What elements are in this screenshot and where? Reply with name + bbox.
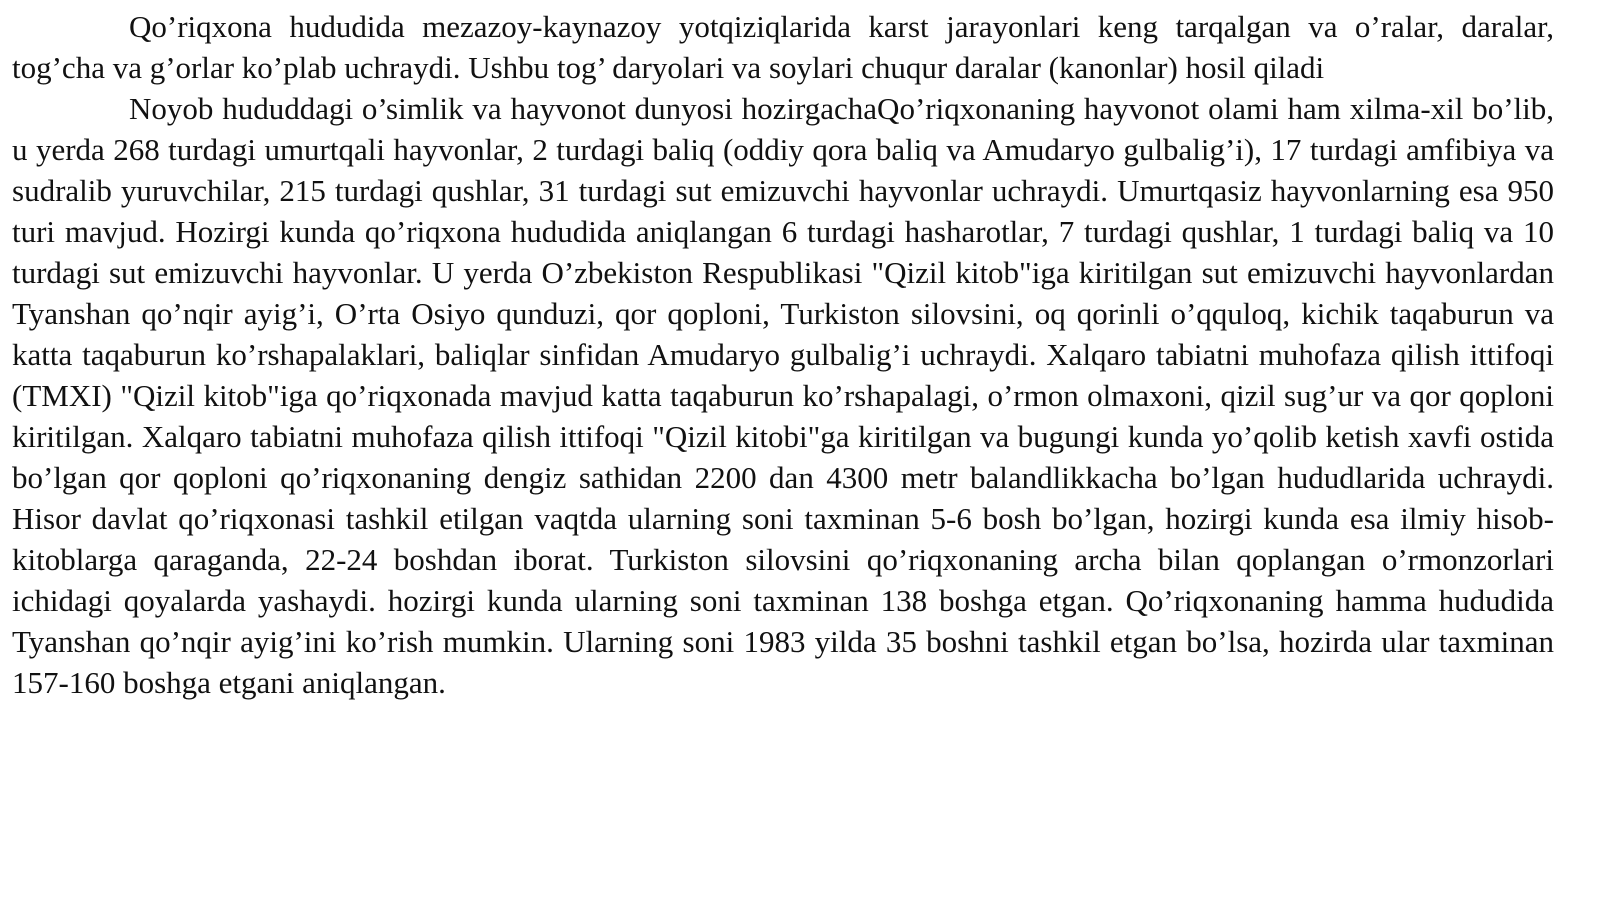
paragraph-karst: Qo’riqxona hududida mezazoy-kaynazoy yotqiziqlarida karst jarayonlari keng tarqalgan va o’ralar, daralar, tog’cha va g’orlar ko’plab uchraydi. Ushbu tog’ daryolari va soylari chuqur daralar (kanonlar) hosil qiladi <box>12 9 1554 85</box>
document-page <box>12 6 1554 703</box>
paragraph-fauna: Noyob hududdagi o’simlik va hayvonot dunyosi hozirgachaQo’riqxonaning hayvonot olami ham xilma-xil bo’lib, u yerda 268 turdagi umurtqali hayvonlar, 2 turdagi baliq (oddiy qora baliq va Amudaryo gulbalig’i), 17 turdagi amfibiya va sudralib yuruvchilar, 215 turdagi qushlar, 31 turdagi sut emizuvchi hayvonlar uchraydi. Umurtqasiz hayvonlarning esa 950 turi mavjud. Hozirgi kunda qo’riqxona hududida aniqlangan 6 turdagi hasharotlar, 7 turdagi qushlar, 1 turdagi baliq va 10 turdagi sut emizuvchi hayvonlar. U yerda O’zbekiston Respublikasi "Qizil kitob"iga kiritilgan sut emizuvchi hayvonlardan Tyanshan qo’nqir ayig’i, O’rta Osiyo qunduzi, qor qoploni, Turkiston silovsini, oq qorinli o’qquloq, kichik taqaburun va katta taqaburun ko’rshapalaklari, baliqlar sinfidan Amudaryo gulbalig’i uchraydi. Xalqaro tabiatni muhofaza qilish ittifoqi (TMXI) "Qizil kitob"iga qo’riqxonada mavjud katta taqaburun ko’rshapalagi, o’rmon olmaxoni, qizil sug’ur va qor qoploni kiritilgan. Xalqaro tabiatni muhofaza qilish ittifoqi "Qizil kitobi"ga kiritilgan va bugungi kunda yo’qolib ketish xavfi ostida bo’lgan qor qoploni qo’riqxonaning dengiz sathidan 2200 dan 4300 metr balandlikkacha bo’lgan hududlarida uchraydi. Hisor davlat qo’riqxonasi tashkil etilgan vaqtda ularning soni taxminan 5-6 bosh bo’lgan, hozirgi kunda esa ilmiy hisob-kitoblarga qaraganda, 22-24 boshdan iborat. Turkiston silovsini qo’riqxonaning archa bilan qoplangan o’rmonzorlari ichidagi qoyalarda yashaydi. hozirgi kunda ularning soni taxminan 138 boshga etgan. Qo’riqxonaning hamma hududida Tyanshan qo’nqir ayig’ini ko’rish mumkin. Ularning soni 1983 yilda 35 boshni tashkil etgan bo’lsa, hozirda ular taxminan 157-160 boshga etgani aniqlangan. <box>12 91 1554 700</box>
